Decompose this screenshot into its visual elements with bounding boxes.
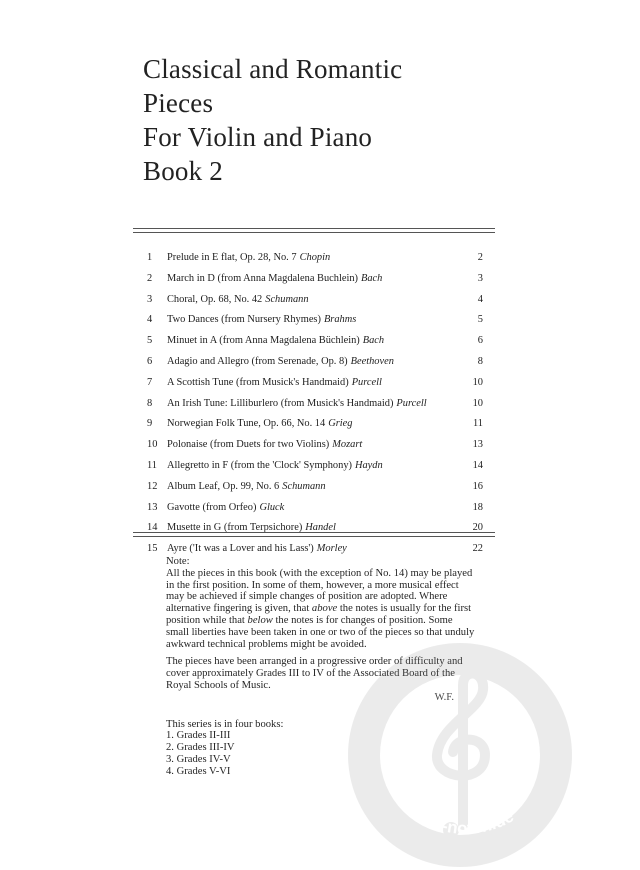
note-paragraph-2: The pieces have been arranged in a progressive order of difficulty and cover approximately Grades III to IV of the Associated Board of the Royal Schools of Music. (166, 656, 463, 691)
contents-number: 4 (147, 314, 153, 326)
note-block (166, 556, 478, 778)
page-number: 10 (472, 397, 483, 409)
note-text: the notes is for changes of position. Some small liberties have been taken in one or two of the pieces so that unduly awkward technical problems might be avoided. (166, 614, 475, 650)
composer-name: Schumann (282, 480, 326, 492)
composer-name: Morley (316, 543, 347, 555)
composer-name: Chopin (299, 252, 331, 263)
contents-row (133, 290, 495, 311)
piece-title: An Irish Tune: Lilliburlero (from Musick's Handmaid) (167, 397, 394, 409)
author-initials: W.F. (434, 691, 454, 703)
contents-title (167, 373, 382, 394)
contents-title (167, 435, 362, 456)
note-emphasis-below: below (247, 614, 273, 626)
composer-name: Mozart (332, 439, 363, 451)
page-number: 16 (472, 480, 483, 492)
contents-row (133, 435, 495, 456)
piece-title: A Scottish Tune (from Musick's Handmaid) (167, 376, 349, 388)
note-paragraph-1 (166, 568, 478, 651)
book-item: 4. Grades V-VI (166, 765, 231, 777)
page-number: 22 (472, 543, 483, 555)
piece-title: Minuet in A (from Anna Magdalena Büchlein) (167, 335, 360, 347)
note-text: All the pieces in this book (with the exception of No. 14) may be played in the first position. In some of them, however, a more musical effect may be achieved if simple changes of position are adopted. Where alternative fingering is given, that (166, 567, 473, 615)
composer-name: Purcell (396, 397, 427, 409)
piece-title: Prelude in E flat, Op. 28, No. 7 (167, 252, 297, 263)
contents-number: 14 (147, 522, 158, 534)
contents-title (167, 269, 382, 290)
contents-row (133, 394, 495, 415)
page-number: 3 (477, 272, 483, 284)
contents-title (167, 331, 384, 352)
subtitle-line: For Violin and Piano (143, 122, 373, 152)
page-number: 18 (472, 501, 483, 513)
contents-number: 12 (147, 480, 158, 492)
contents-title (167, 477, 326, 498)
piece-title: Allegretto in F (from the 'Clock' Symphony) (167, 459, 352, 471)
title-block (143, 52, 402, 188)
composer-name: Handel (305, 522, 336, 534)
contents-title (167, 352, 394, 373)
book-item: 3. Grades IV-V (166, 753, 231, 765)
composer-name: Bach (362, 335, 385, 347)
piece-title: March in D (from Anna Magdalena Buchlein) (167, 272, 359, 284)
page-number: 6 (477, 335, 483, 347)
page-number: 8 (477, 355, 483, 367)
contents-row (133, 456, 495, 477)
contents-title (167, 248, 330, 269)
page-number: 5 (477, 314, 483, 326)
page-number: 10 (472, 376, 483, 388)
contents-row (133, 477, 495, 498)
contents-title (167, 310, 356, 331)
page-number: 2 (477, 252, 483, 263)
piece-title: Gavotte (from Orfeo) (167, 501, 257, 513)
contents-number: 5 (147, 335, 153, 347)
piece-title: Choral, Op. 68, No. 42 (167, 293, 263, 305)
note-emphasis-above: above (311, 603, 338, 615)
contents-row (133, 352, 495, 373)
piece-title: Musette in G (from Terpsichore) (167, 522, 303, 534)
note-text: the notes is usually for the first position while that (166, 603, 472, 626)
page-number: 4 (477, 293, 483, 305)
series-intro: This series is in four books: (166, 718, 284, 730)
contents-row (133, 498, 495, 519)
piece-title: Polonaise (from Duets for two Violins) (167, 439, 330, 451)
piece-title: Two Dances (from Nursery Rhymes) (167, 314, 321, 326)
contents-title (167, 290, 309, 311)
contents-row (133, 331, 495, 352)
contents-bottom-rule (133, 532, 495, 537)
title-line-1: Classical and Romantic (143, 54, 403, 84)
contents-row (133, 373, 495, 394)
contents-title (167, 394, 427, 415)
piece-title: Adagio and Allegro (from Serenade, Op. 8) (167, 355, 348, 367)
composer-name: Bach (361, 272, 383, 284)
contents-number: 2 (147, 272, 153, 284)
contents-row (133, 248, 495, 269)
piece-title: Ayre ('It was a Lover and his Lass') (167, 543, 314, 555)
contents-top-rule (133, 228, 495, 233)
contents-number: 7 (147, 376, 153, 388)
page-number: 20 (472, 522, 483, 534)
composer-name: Gluck (259, 501, 285, 513)
contents-number: 15 (147, 543, 158, 555)
page-number: 11 (472, 418, 483, 430)
contents-row (133, 269, 495, 290)
book-item: 1. Grades II-III (166, 730, 231, 742)
contents-number: 10 (147, 439, 158, 451)
page-number: 14 (472, 459, 483, 471)
contents-number: 13 (147, 501, 158, 513)
contents-title (167, 456, 383, 477)
contents-list (133, 248, 495, 560)
book-number: Book 2 (143, 156, 223, 186)
composer-name: Beethoven (350, 355, 394, 367)
composer-name: Schumann (265, 293, 309, 305)
piece-title: Norwegian Folk Tune, Op. 66, No. 14 (167, 418, 326, 430)
composer-name: Purcell (351, 376, 382, 388)
contents-number: 1 (147, 252, 153, 263)
title-line-2: Pieces (143, 88, 214, 118)
contents-number: 11 (147, 459, 158, 471)
watermark-text: alle-noten.de (413, 806, 517, 838)
book-item: 2. Grades III-IV (166, 742, 235, 754)
contents-number: 8 (147, 397, 153, 409)
contents-row (133, 310, 495, 331)
books-list (166, 730, 478, 777)
contents-row (133, 414, 495, 435)
contents-title (167, 498, 284, 519)
contents-number: 6 (147, 355, 153, 367)
composer-name: Grieg (328, 418, 353, 430)
note-heading: Note: (166, 556, 190, 567)
piece-title: Album Leaf, Op. 99, No. 6 (167, 480, 280, 492)
page-number: 13 (472, 439, 483, 451)
composer-name: Haydn (354, 459, 383, 471)
contents-number: 9 (147, 418, 153, 430)
composer-name: Brahms (323, 314, 357, 326)
contents-title (167, 414, 352, 435)
contents-number: 3 (147, 293, 153, 305)
